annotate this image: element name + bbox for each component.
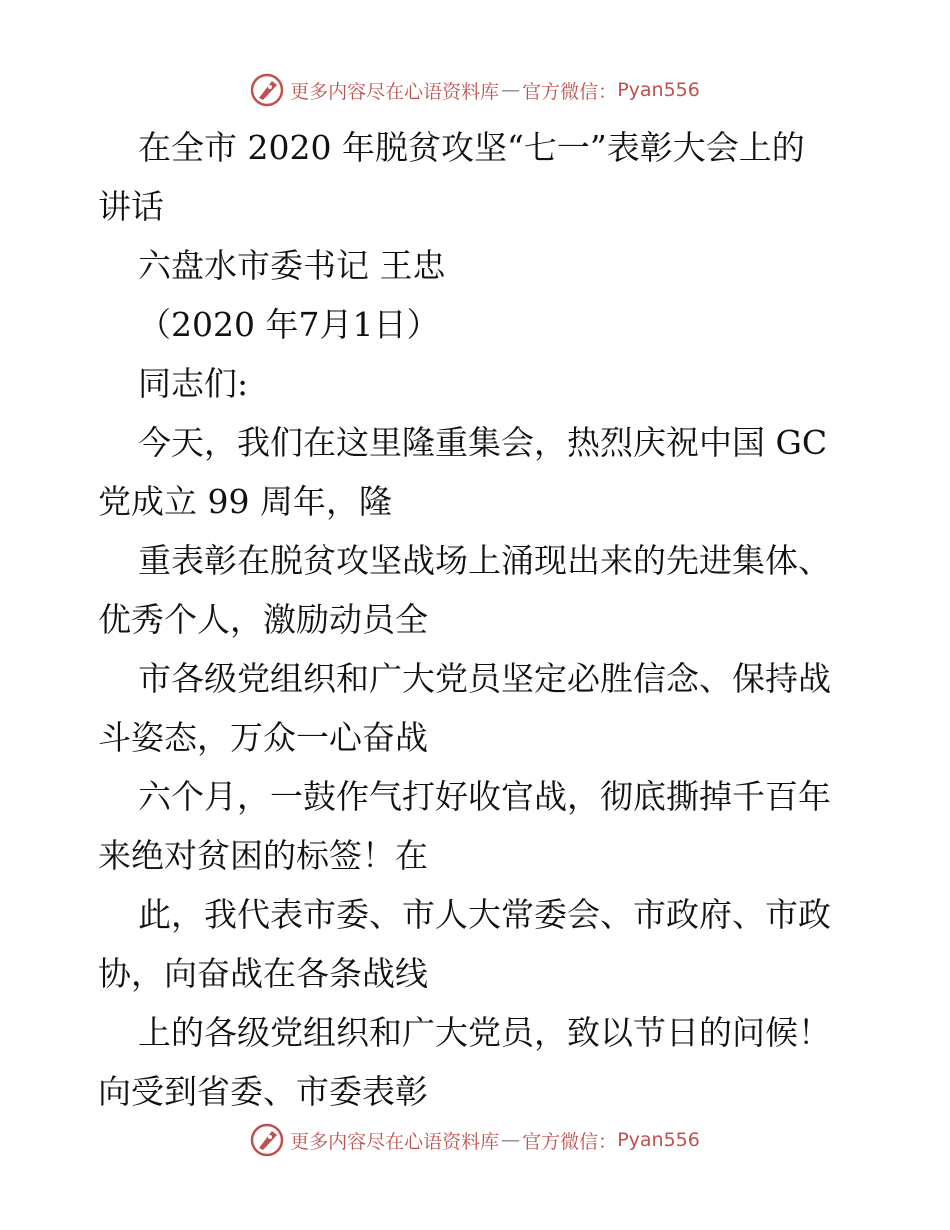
banner-wechat-id: Pyan556 bbox=[617, 1129, 700, 1151]
body-line: 市各级党组织和广大党员坚定必胜信念、保持战 bbox=[138, 659, 831, 698]
body-line: 今天，我们在这里隆重集会，热烈庆祝中国 GC bbox=[138, 423, 828, 462]
pen-nib-logo-icon bbox=[250, 1123, 284, 1157]
body-line: 斗姿态，万众一心奋战 bbox=[98, 718, 428, 757]
body-line: 优秀个人，激励动员全 bbox=[98, 600, 428, 639]
body-line: 党成立 99 周年，隆 bbox=[98, 482, 392, 521]
body-line: 此，我代表市委、市人大常委会、市政府、市政 bbox=[138, 895, 831, 934]
banner-text: 更多内容尽在心语资料库 bbox=[290, 1130, 500, 1153]
salutation-line: 同志们: bbox=[138, 364, 249, 403]
body-line: 重表彰在脱贫攻坚战场上涌现出来的先进集体、 bbox=[138, 541, 831, 580]
body-line: 上的各级党组织和广大党员，致以节日的问候！ bbox=[138, 1013, 831, 1052]
banner-label: 官方微信： bbox=[522, 80, 618, 103]
header-watermark-banner bbox=[0, 70, 950, 110]
date-line: （2020 年7月1日） bbox=[138, 305, 440, 344]
body-line: 来绝对贫困的标签！在 bbox=[98, 836, 428, 875]
body-line: 六个月，一鼓作气打好收官战，彻底撕掉千百年 bbox=[138, 777, 831, 816]
title-line-2: 讲话 bbox=[98, 187, 164, 226]
body-line: 协，向奋战在各条战线 bbox=[98, 954, 428, 993]
body-line: 向受到省委、市委表彰 bbox=[98, 1072, 428, 1111]
footer-watermark-banner bbox=[0, 1120, 950, 1160]
banner-dash: — bbox=[501, 79, 521, 101]
banner-text: 更多内容尽在心语资料库 bbox=[290, 80, 500, 103]
document-body bbox=[98, 118, 858, 1121]
title-line-1: 在全市 2020 年脱贫攻坚“七一”表彰大会上的 bbox=[138, 128, 805, 167]
author-line: 六盘水市委书记 王忠 bbox=[138, 246, 446, 285]
banner-label: 官方微信： bbox=[522, 1130, 618, 1153]
banner-wechat-id: Pyan556 bbox=[617, 79, 700, 101]
pen-nib-logo-icon bbox=[250, 73, 284, 107]
banner-dash: — bbox=[501, 1129, 521, 1151]
